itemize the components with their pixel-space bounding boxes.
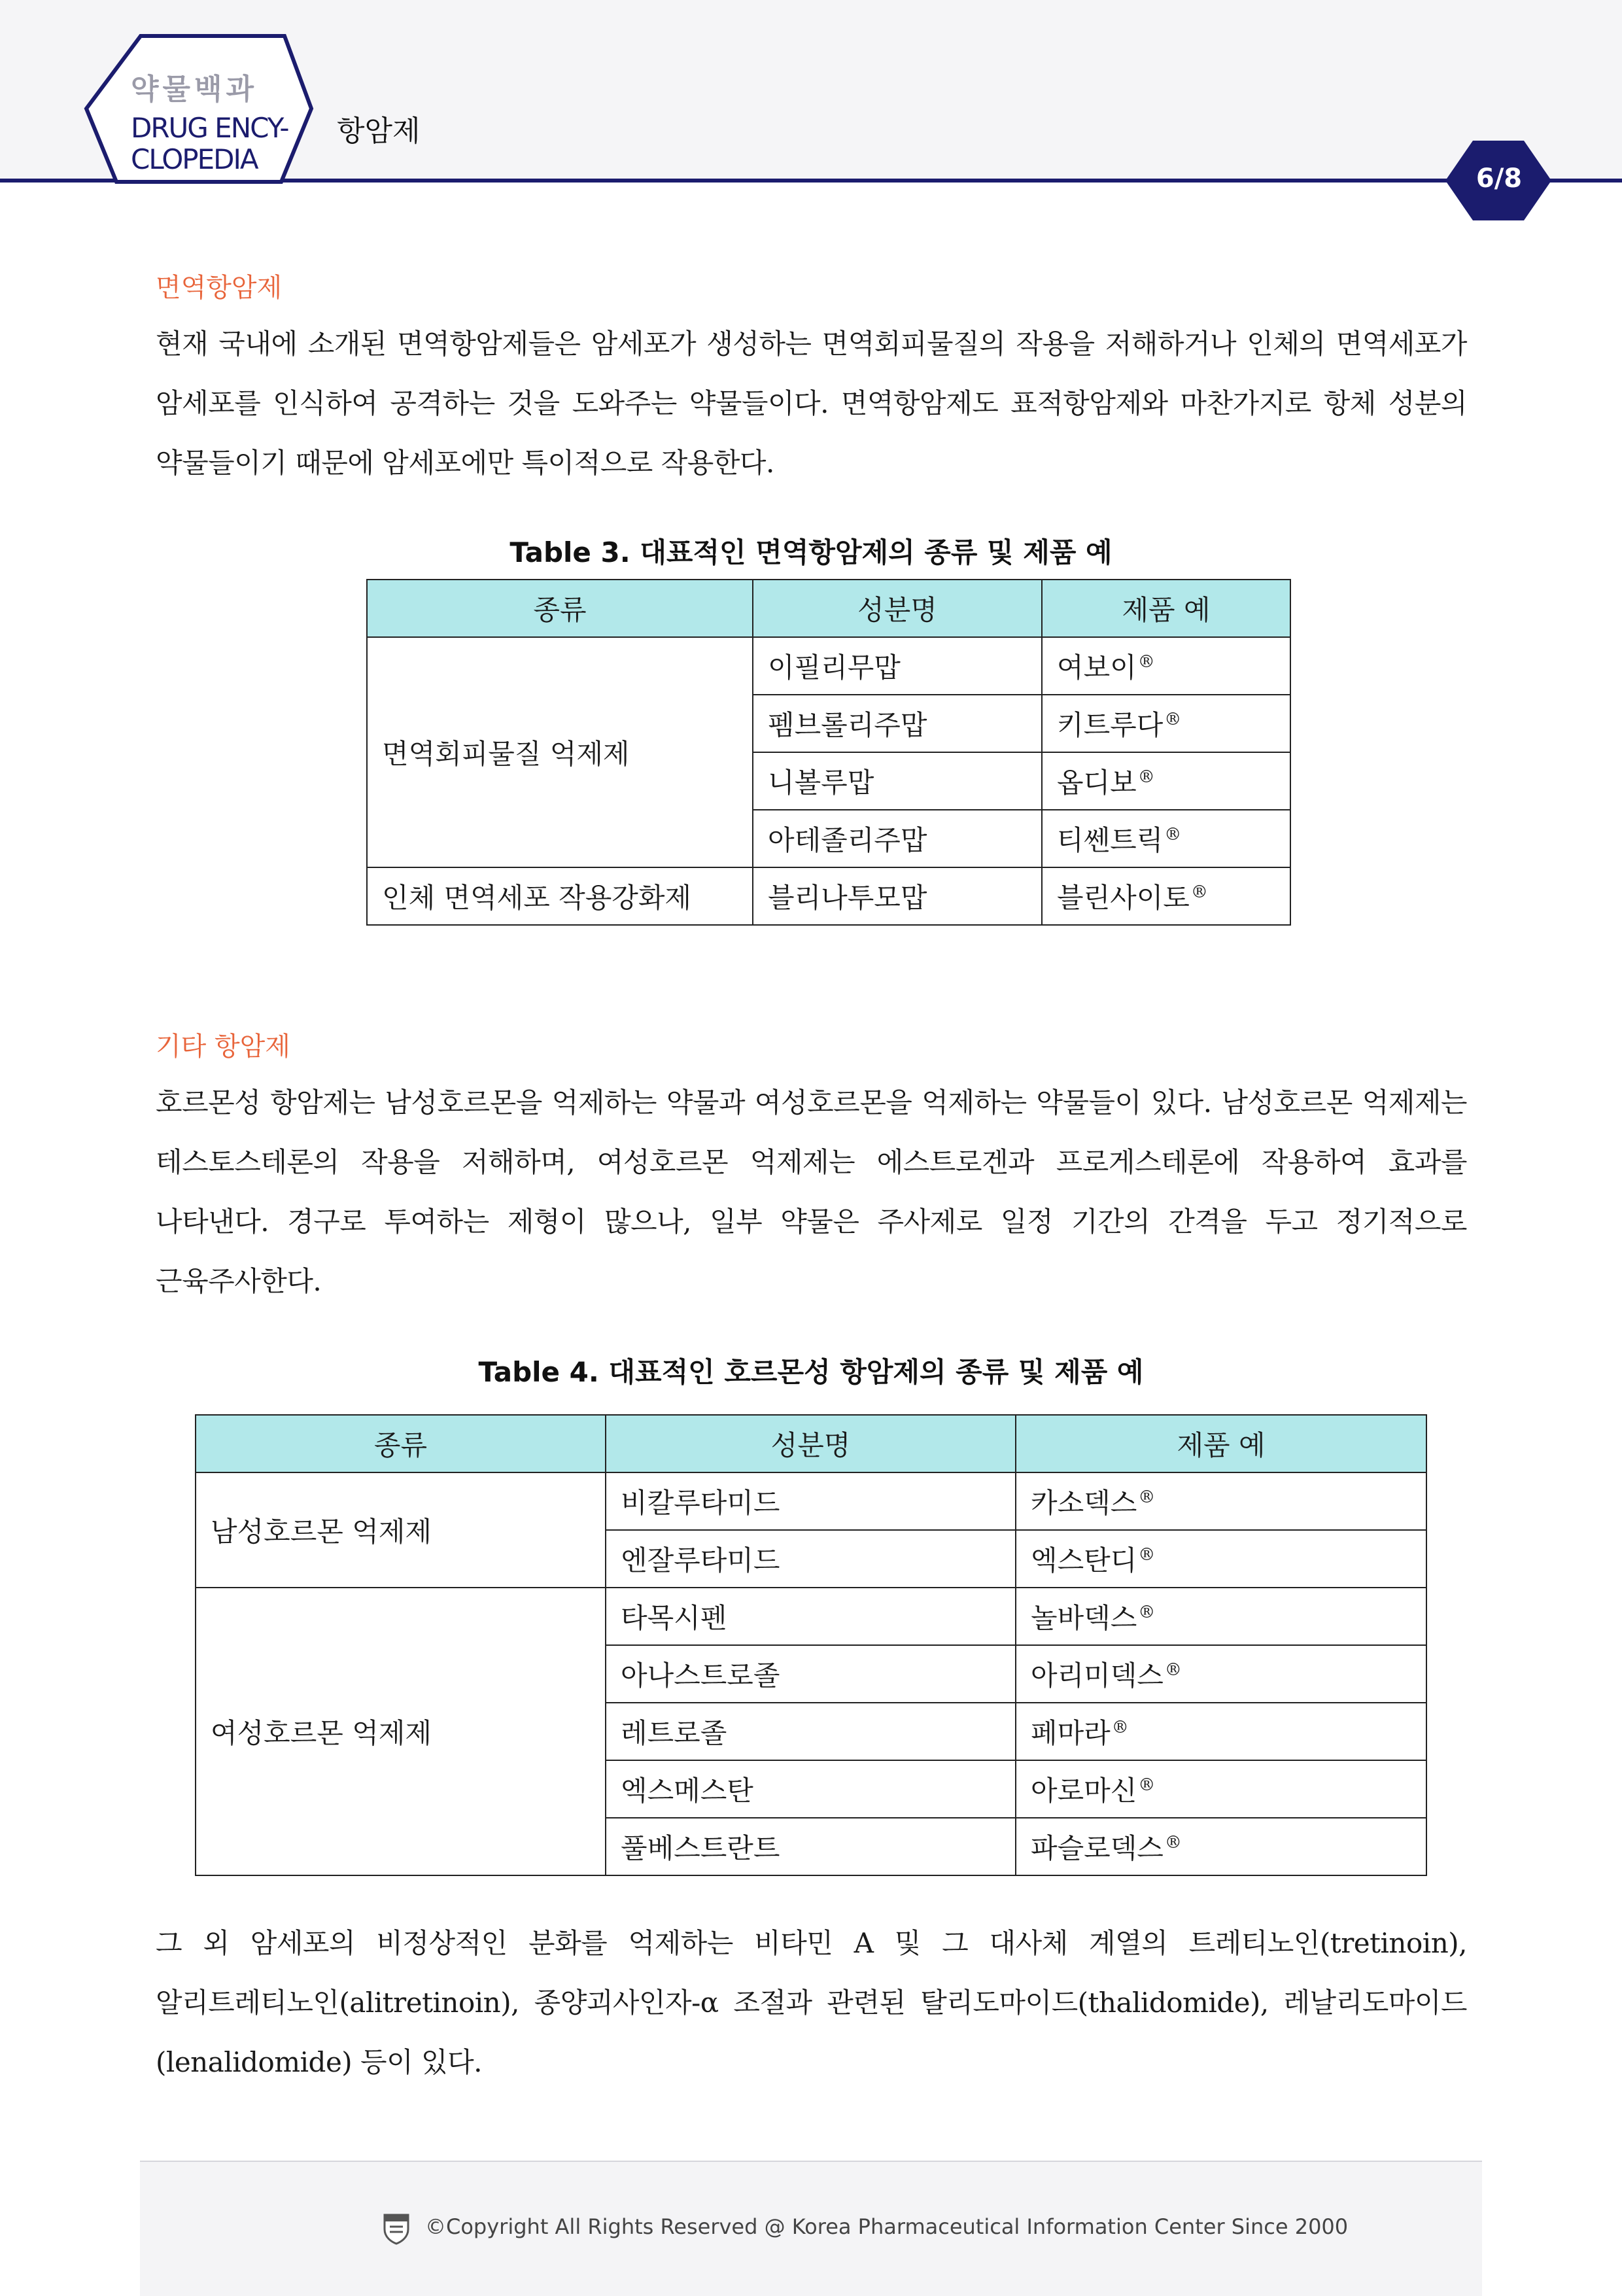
product-cell [1042, 695, 1290, 752]
product-name: 엑스탄디 [1031, 1544, 1137, 1576]
product-cell [1016, 1703, 1426, 1760]
category-cell: 면역회피물질 억제제 [367, 637, 753, 867]
paragraph-hormonal: 호르몬성 항암제는 남성호르몬을 억제하는 약물과 여성호르몬을 억제하는 약물들이 있다. 남성호르몬 억제제는 테스토스테론의 작용을 저해하며, 여성호르몬 억제제는 에스트로겐과 프로게스테론에 작용하여 효과를 나타낸다. 경구로 투여하는 제형이 많으나, 일부 약물은 주사제로 일정 기간의 간격을 두고 정기적으로 근육주사한다. [156, 1087, 1467, 1297]
page-number: 6/8 [1475, 164, 1523, 194]
product-name: 아리미덱스 [1031, 1660, 1164, 1692]
ingredient-cell: 타목시펜 [606, 1588, 1016, 1645]
category-cell: 인체 면역세포 작용강화제 [367, 867, 753, 925]
table-row [196, 1472, 1426, 1530]
product-name: 놀바덱스 [1031, 1602, 1137, 1634]
product-name: 페마라 [1031, 1717, 1111, 1749]
table-row [196, 1588, 1426, 1645]
logo-english: DRUG ENCY-CLOPEDIA [131, 112, 288, 175]
product-cell [1016, 1645, 1426, 1703]
product-cell [1042, 637, 1290, 695]
ingredient-cell: 풀베스트란트 [606, 1818, 1016, 1875]
product-cell [1016, 1818, 1426, 1875]
product-name: 키트루다 [1057, 709, 1164, 741]
table-header-row [196, 1415, 1426, 1472]
product-name: 파슬로덱스 [1031, 1832, 1164, 1864]
product-cell [1016, 1472, 1426, 1530]
ingredient-cell: 니볼루맙 [753, 752, 1042, 810]
paragraph-immuno: 현재 국내에 소개된 면역항암제들은 암세포가 생성하는 면역회피물질의 작용을 저해하거나 인체의 면역세포가 암세포를 인식하여 공격하는 것을 도와주는 약물들이다. 면역항암제도 표적항암제와 마찬가지로 항체 성분의 약물들이기 때문에 암세포에만 특이적으로 작용한다. [156, 328, 1467, 479]
table-header-row [367, 580, 1290, 637]
table-row [367, 867, 1290, 925]
table-row [367, 637, 1290, 695]
registered-mark: ® [1137, 767, 1155, 787]
registered-mark: ® [1138, 1487, 1156, 1507]
registered-mark: ® [1138, 1603, 1156, 1622]
header-cell: 종류 [367, 580, 753, 637]
product-name: 카소덱스 [1031, 1487, 1137, 1519]
table4 [195, 1414, 1427, 1876]
registered-mark: ® [1164, 1660, 1182, 1680]
product-cell [1016, 1760, 1426, 1818]
header-cell: 제품 예 [1016, 1415, 1426, 1472]
header-cell: 성분명 [606, 1415, 1016, 1472]
product-name: 여보이 [1057, 652, 1137, 684]
paragraph-others: 그 외 암세포의 비정상적인 분화를 억제하는 비타민 A 및 그 대사체 계열의 트레티노인(tretinoin), 알리트레티노인(alitretinoin), 종양괴사인자-α 조절과 관련된 탈리도마이드(thalidomide), 레날리도마이드(lenalidomide) 등이 있다. [156, 1927, 1467, 2078]
registered-mark: ® [1111, 1718, 1129, 1737]
table3-caption: Table 3. 대표적인 면역항암제의 종류 및 제품 예 [509, 536, 1113, 568]
product-cell [1042, 810, 1290, 867]
header-cell: 성분명 [753, 580, 1042, 637]
product-name: 티쎈트릭 [1057, 824, 1164, 856]
logo-korean: 약물백과 [131, 73, 258, 106]
registered-mark: ® [1164, 1833, 1182, 1852]
ingredient-cell: 아테졸리주맙 [753, 810, 1042, 867]
product-name: 블린사이토 [1057, 882, 1190, 914]
product-cell [1042, 867, 1290, 925]
header-cell: 제품 예 [1042, 580, 1290, 637]
ingredient-cell: 엔잘루타미드 [606, 1530, 1016, 1588]
header-cell: 종류 [196, 1415, 606, 1472]
product-name: 아로마신 [1031, 1775, 1137, 1807]
registered-mark: ® [1138, 1775, 1156, 1795]
footer-copyright: ©Copyright All Rights Reserved @ Korea Pharmaceutical Information Center Since 2000 [425, 2214, 1349, 2239]
kpic-shield-icon [382, 2212, 411, 2245]
ingredient-cell: 아나스트로졸 [606, 1645, 1016, 1703]
ingredient-cell: 레트로졸 [606, 1703, 1016, 1760]
table3 [366, 579, 1291, 926]
ingredient-cell: 엑스메스탄 [606, 1760, 1016, 1818]
ingredient-cell: 펨브롤리주맙 [753, 695, 1042, 752]
ingredient-cell: 이필리무맙 [753, 637, 1042, 695]
registered-mark: ® [1138, 1545, 1156, 1565]
ingredient-cell: 비칼루타미드 [606, 1472, 1016, 1530]
table4-caption: Table 4. 대표적인 호르몬성 항암제의 종류 및 제품 예 [478, 1356, 1144, 1388]
category-cell: 여성호르몬 억제제 [196, 1588, 606, 1875]
section-heading-other: 기타 항암제 [156, 1032, 290, 1062]
registered-mark: ® [1164, 710, 1182, 729]
product-cell [1016, 1588, 1426, 1645]
registered-mark: ® [1164, 825, 1182, 844]
category-cell: 남성호르몬 억제제 [196, 1472, 606, 1588]
section-heading-immuno: 면역항암제 [156, 273, 283, 303]
ingredient-cell: 블리나투모맙 [753, 867, 1042, 925]
product-name: 옵디보 [1057, 767, 1137, 799]
product-cell [1016, 1530, 1426, 1588]
registered-mark: ® [1137, 652, 1155, 672]
product-cell [1042, 752, 1290, 810]
registered-mark: ® [1190, 882, 1208, 902]
header-title: 항암제 [337, 114, 421, 148]
